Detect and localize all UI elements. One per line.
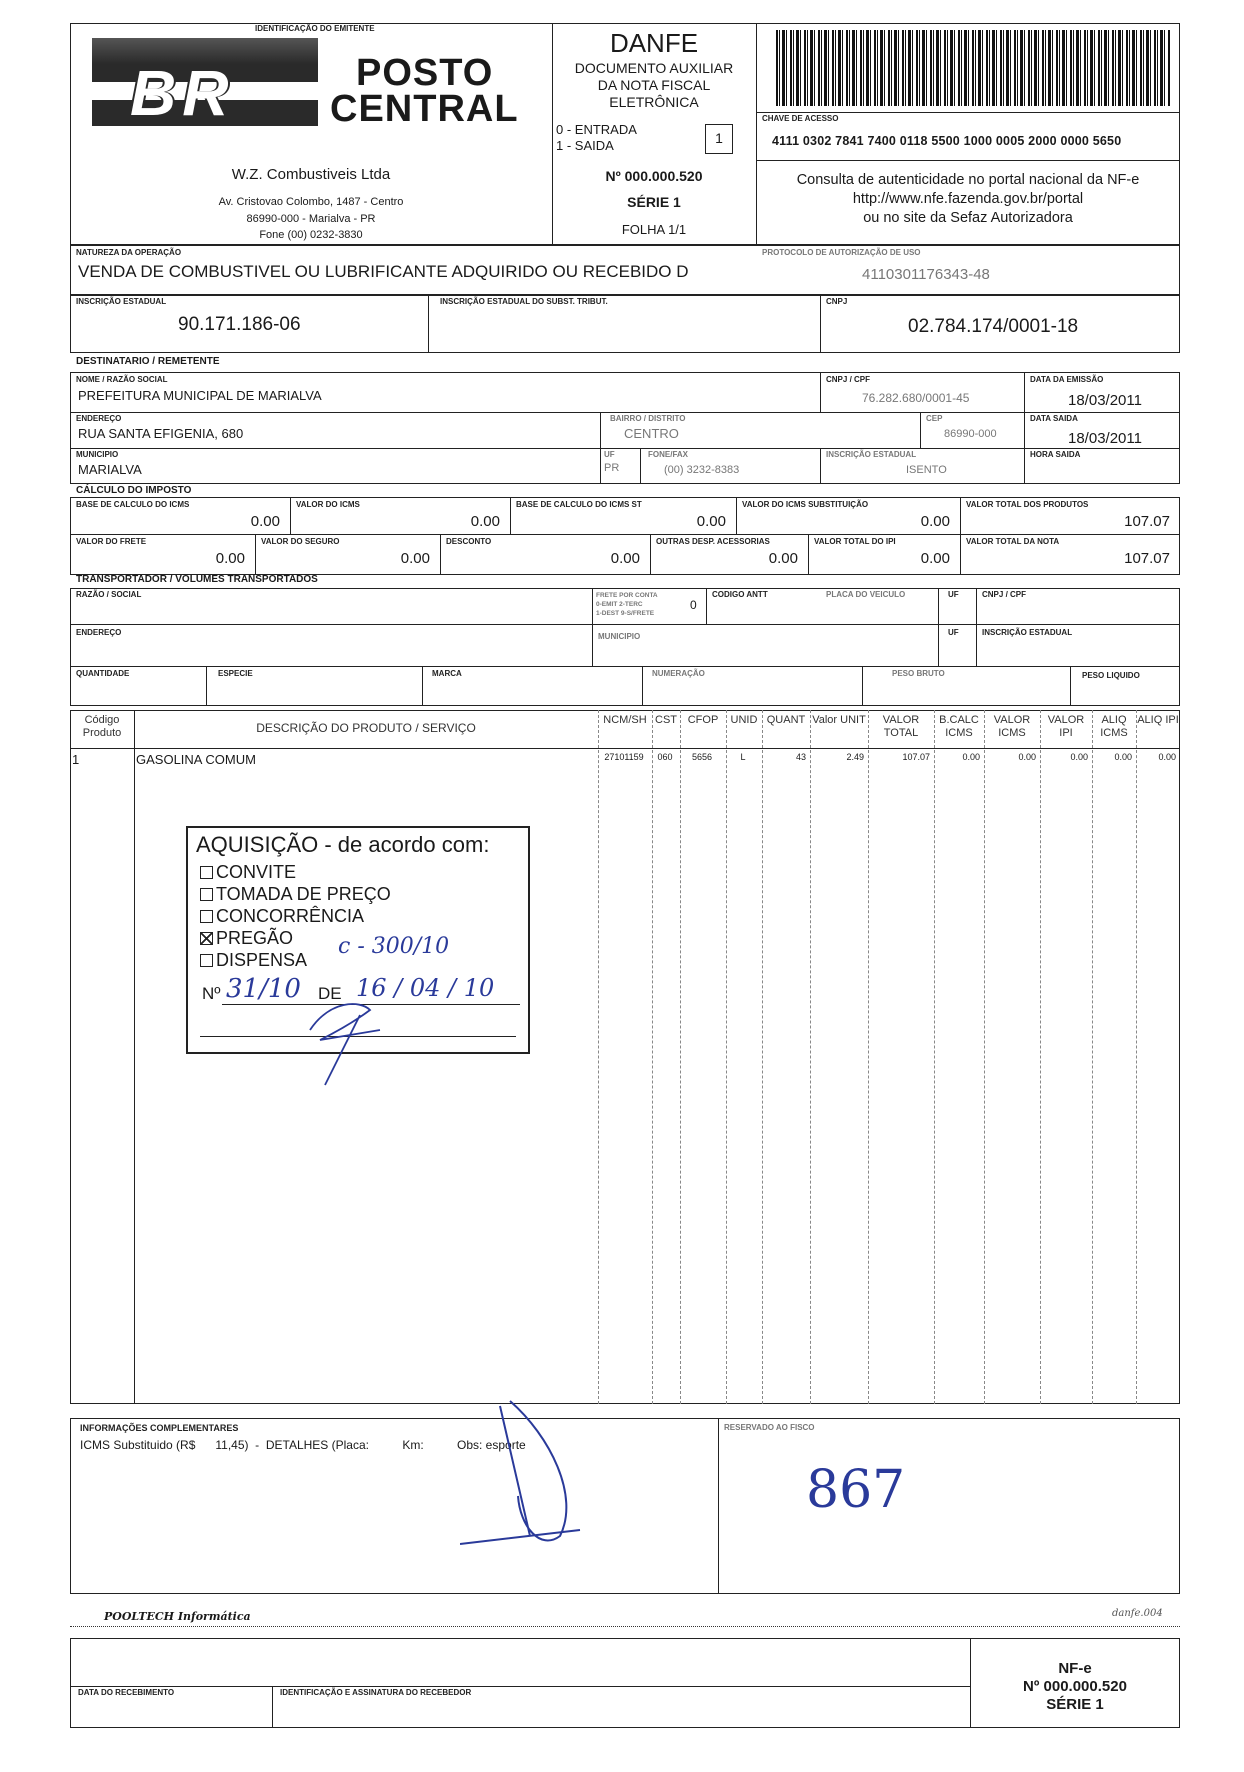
danfe-tipo: 1	[715, 130, 723, 146]
divider	[820, 448, 821, 484]
dest-uf-label: UF	[604, 450, 615, 459]
reservado-handwritten-number: 867	[806, 1460, 906, 1520]
imposto-r1-label: VALOR DO ICMS	[296, 500, 360, 509]
br-logo-text: BR	[130, 57, 235, 126]
column-header: DESCRIÇÃO DO PRODUTO / SERVIÇO	[256, 721, 476, 735]
column-divider	[652, 710, 653, 1404]
cut-line	[70, 1626, 1180, 1627]
dest-bairro-value: CENTRO	[624, 426, 679, 441]
imposto-section-label: CÁLCULO DO IMPOSTO	[76, 485, 192, 496]
destinatario-section-label: DESTINATARIO / REMETENTE	[76, 356, 220, 367]
imposto-r2-value: 0.00	[215, 550, 245, 567]
stamp-title: AQUISIÇÃO - de acordo com:	[196, 832, 490, 857]
divider	[756, 112, 1180, 113]
transp-endereco-label: ENDEREÇO	[76, 628, 122, 637]
danfe-entrada: 0 - ENTRADA	[556, 122, 637, 137]
divider	[428, 295, 429, 353]
emitente-company: W.Z. Combustiveis Ltda	[231, 166, 391, 183]
divider	[706, 588, 707, 624]
imposto-r1-value: 0.00	[696, 513, 726, 530]
divider	[70, 412, 1180, 413]
consulta-line3: ou no site da Sefaz Autorizadora	[863, 210, 1073, 226]
transp-antt-label: CODIGO ANTT	[712, 590, 768, 599]
column-header: UNID	[730, 714, 758, 726]
dest-cnpj-value: 76.282.680/0001-45	[862, 391, 970, 405]
stamp-data-handwriting: 16 / 04 / 10	[356, 974, 495, 1002]
table-cell: 27101159	[604, 752, 644, 762]
imposto-r2-label: DESCONTO	[446, 537, 492, 546]
divider	[1070, 666, 1071, 706]
produtos-frame	[70, 710, 1180, 1404]
column-header: ALIQ IPI	[1137, 714, 1179, 726]
stamp-option-label: CONCORRÊNCIA	[216, 906, 365, 926]
brand-line2: CENTRAL	[330, 88, 519, 130]
divider	[718, 1418, 719, 1594]
danfe-folha: FOLHA 1/1	[621, 222, 687, 237]
column-divider	[680, 710, 681, 1404]
table-cell: 1	[72, 752, 80, 767]
chave-value: 4111 0302 7841 7400 0118 5500 1000 0005 2000 0000 5650	[772, 134, 1122, 148]
divider	[756, 160, 1180, 161]
divider	[976, 588, 977, 666]
divider	[820, 295, 821, 353]
stamp-pregao-handwriting: c - 300/10	[338, 934, 450, 959]
stamp-option-dispensa	[200, 950, 307, 971]
divider	[640, 448, 641, 484]
table-cell: 107.07	[902, 752, 930, 762]
divider	[592, 588, 593, 666]
stamp-option-label: DISPENSA	[216, 950, 308, 970]
transp-placa-label: PLACA DO VEICULO	[826, 590, 906, 599]
column-header: QUANT	[766, 714, 806, 726]
table-cell: 2.49	[846, 752, 864, 762]
dest-bairro-label: BAIRRO / DISTRITO	[610, 414, 686, 423]
barcode	[776, 30, 1170, 106]
column-header: B.CALC ICMS	[939, 714, 979, 739]
column-divider	[726, 710, 727, 1404]
transp-municipio-label: MUNICIPIO	[598, 632, 641, 641]
divider	[70, 448, 1180, 449]
stamp-option-concorrencia	[200, 906, 364, 927]
column-header: VALOR ICMS	[993, 714, 1031, 739]
table-cell: 060	[657, 752, 673, 762]
canhoto-nfe-numero: Nº 000.000.520	[1023, 1678, 1127, 1695]
table-cell: 0.00	[1114, 752, 1132, 762]
imposto-r2-label: OUTRAS DESP. ACESSORIAS	[656, 537, 770, 546]
protocolo-label: PROTOCOLO DE AUTORIZAÇÃO DE USO	[762, 248, 921, 257]
dest-saida-label: DATA SAIDA	[1030, 414, 1078, 423]
column-header: NCM/SH	[603, 714, 647, 726]
stamp-option-tomada	[200, 884, 391, 905]
divider	[70, 624, 1180, 625]
stamp-option-convite	[200, 862, 296, 883]
imposto-r1-label: BASE DE CALCULO DO ICMS ST	[516, 500, 642, 509]
table-cell: GASOLINA COMUM	[136, 752, 256, 767]
signature-scribble	[300, 990, 400, 1090]
dest-cep-label: CEP	[926, 414, 943, 423]
imposto-r2-value: 107.07	[1124, 550, 1170, 567]
emitente-section-label: IDENTIFICAÇÃO DO EMITENTE	[255, 24, 375, 33]
checkbox[interactable]	[200, 866, 213, 879]
danfe-subtitle2: DA NOTA FISCAL	[597, 77, 711, 93]
transp-especie-label: ESPECIE	[218, 669, 253, 678]
column-divider	[134, 710, 135, 1404]
imposto-r1-value: 0.00	[250, 513, 280, 530]
checkbox[interactable]	[200, 954, 213, 967]
divider	[70, 666, 1180, 667]
column-divider	[984, 710, 985, 1404]
ie-label: INSCRIÇÃO ESTADUAL	[76, 297, 167, 306]
column-header: VALOR TOTAL	[882, 714, 920, 739]
stamp-option-label: TOMADA DE PREÇO	[216, 884, 391, 904]
divider	[1024, 372, 1025, 484]
dest-endereco-value: RUA SANTA EFIGENIA, 680	[78, 426, 244, 441]
imposto-r1-value: 0.00	[470, 513, 500, 530]
danfe-serie: SÉRIE 1	[627, 194, 681, 210]
column-header: Código Produto	[82, 714, 122, 739]
column-divider	[762, 710, 763, 1404]
recebimento-label: DATA DO RECEBIMENTO	[78, 1688, 175, 1697]
consulta-line2: http://www.nfe.fazenda.gov.br/portal	[852, 191, 1084, 207]
column-divider	[868, 710, 869, 1404]
checkbox[interactable]	[200, 888, 213, 901]
iest-label: INSCRIÇÃO ESTADUAL DO SUBST. TRIBUT.	[440, 297, 608, 306]
transp-frete-label1: FRETE POR CONTA	[596, 592, 658, 599]
dest-municipio-label: MUNICIPIO	[76, 450, 119, 459]
checkbox-checked[interactable]	[200, 932, 213, 945]
divider	[938, 588, 939, 666]
column-divider	[1136, 710, 1137, 1404]
table-cell: 0.00	[1158, 752, 1176, 762]
dest-nome-value: PREFEITURA MUNICIPAL DE MARIALVA	[78, 388, 322, 403]
emitente-phone: Fone (00) 0232-3830	[259, 229, 363, 241]
divider	[600, 412, 601, 484]
danfe-code: danfe.004	[1112, 1608, 1163, 1619]
column-divider	[1040, 710, 1041, 1404]
divider	[422, 666, 423, 706]
transp-frete-label3: 1-DEST 9-S/FRETE	[596, 610, 655, 617]
reservado-label: RESERVADO AO FISCO	[724, 1423, 815, 1432]
divider	[920, 412, 921, 448]
ie-value: 90.171.186-06	[178, 314, 301, 335]
stamp-option-label: CONVITE	[216, 862, 297, 882]
dest-ie-value: ISENTO	[906, 464, 947, 476]
imposto-r2-value: 0.00	[610, 550, 640, 567]
chave-label: CHAVE DE ACESSO	[762, 114, 839, 123]
transp-numeracao-label: NUMERAÇÃO	[652, 669, 705, 678]
stamp-option-label: PREGÃO	[216, 928, 294, 948]
emitente-address: Av. Cristovao Colombo, 1487 - Centro	[218, 196, 404, 208]
stamp-numero-prefix: Nº	[202, 984, 221, 1003]
danfe-saida: 1 - SAIDA	[556, 138, 614, 153]
dest-cep-value: 86990-000	[944, 428, 997, 440]
brand-line1: POSTO	[356, 52, 494, 94]
transp-peso-liquido-label: PESO LIQUIDO	[1082, 671, 1140, 680]
transp-uf-label-2: UF	[948, 628, 959, 637]
dest-municipio-value: MARIALVA	[78, 462, 142, 477]
table-cell: 5656	[691, 752, 713, 762]
transp-marca-label: MARCA	[432, 669, 462, 678]
divider	[70, 1686, 970, 1687]
transp-frete-label2: 0-EMIT 2-TERC	[596, 601, 643, 608]
imposto-r1-label: VALOR DO ICMS SUBSTITUIÇÃO	[742, 500, 869, 509]
info-text: ICMS Substituido (R$ 11,45) - DETALHES (Placa: Km: Obs: esporte	[80, 1438, 526, 1452]
canhoto-nfe-serie: SÉRIE 1	[1046, 1696, 1104, 1713]
transp-cnpj-label: CNPJ / CPF	[982, 590, 1027, 599]
table-cell: 43	[795, 752, 806, 762]
table-cell: 0.00	[1070, 752, 1088, 762]
natureza-value: VENDA DE COMBUSTIVEL OU LUBRIFICANTE ADQUIRIDO OU RECEBIDO D	[78, 262, 689, 281]
dest-hora-label: HORA SAIDA	[1030, 450, 1081, 459]
assinatura-label: IDENTIFICAÇÃO E ASSINATURA DO RECEBEDOR	[280, 1688, 472, 1697]
transp-frete-value: 0	[690, 598, 697, 612]
dest-cnpj-label: CNPJ / CPF	[826, 375, 871, 384]
imposto-r2-label: VALOR DO SEGURO	[261, 537, 340, 546]
cnpj-emit-label: CNPJ	[826, 297, 848, 306]
divider	[862, 666, 863, 706]
imposto-r1-label: BASE DE CALCULO DO ICMS	[76, 500, 190, 509]
checkbox[interactable]	[200, 910, 213, 923]
dest-endereco-label: ENDEREÇO	[76, 414, 122, 423]
imposto-r2-value: 0.00	[920, 550, 950, 567]
imposto-r2-label: VALOR DO FRETE	[76, 537, 147, 546]
dest-uf-value: PR	[604, 462, 620, 474]
divider	[642, 666, 643, 706]
dest-ie-label: INSCRIÇÃO ESTADUAL	[826, 450, 917, 459]
br-logo	[92, 38, 318, 126]
info-signature-scribble	[460, 1396, 610, 1556]
imposto-r1-label: VALOR TOTAL DOS PRODUTOS	[966, 500, 1089, 509]
imposto-r2-label: VALOR TOTAL DA NOTA	[966, 537, 1060, 546]
column-header: CST	[655, 714, 677, 726]
transp-qtd-label: QUANTIDADE	[76, 669, 130, 678]
stamp-de-label: DE	[318, 984, 342, 1003]
cnpj-emit-value: 02.784.174/0001-18	[908, 316, 1079, 337]
dest-emissao-label: DATA DA EMISSÃO	[1030, 375, 1104, 384]
dest-fone-label: FONE/FAX	[648, 450, 689, 459]
imposto-r2-value: 0.00	[768, 550, 798, 567]
transportador-section-label: TRANSPORTADOR / VOLUMES TRANSPORTADOS	[76, 574, 318, 585]
dest-emissao-value: 18/03/2011	[1068, 392, 1142, 409]
column-header: ALIQ ICMS	[1100, 714, 1128, 739]
dest-nome-label: NOME / RAZÃO SOCIAL	[76, 375, 168, 384]
transp-peso-bruto-label: PESO BRUTO	[892, 669, 945, 678]
imposto-r2-label: VALOR TOTAL DO IPI	[814, 537, 896, 546]
natureza-label: NATUREZA DA OPERAÇÃO	[76, 248, 182, 257]
table-cell: 0.00	[1018, 752, 1036, 762]
column-header: CFOP	[687, 714, 719, 726]
table-cell: 0.00	[962, 752, 980, 762]
dest-fone-value: (00) 3232-8383	[664, 464, 740, 476]
divider	[272, 1686, 273, 1728]
emitente-city: 86990-000 - Marialva - PR	[246, 213, 376, 225]
transp-uf-label: UF	[948, 590, 959, 599]
stamp-option-pregao	[200, 928, 293, 949]
canhoto-nfe-label: NF-e	[1058, 1660, 1092, 1677]
column-divider	[934, 710, 935, 1404]
imposto-r1-value: 0.00	[920, 513, 950, 530]
dest-saida-value: 18/03/2011	[1068, 430, 1142, 447]
column-divider	[598, 710, 599, 1404]
column-divider	[1092, 710, 1093, 1404]
danfe-subtitle3: ELETRÔNICA	[609, 94, 699, 110]
danfe-title: DANFE	[609, 28, 699, 58]
column-divider	[810, 710, 811, 1404]
produtos-header-divider	[70, 748, 1180, 749]
column-header: VALOR IPI	[1047, 714, 1085, 739]
imposto-r1-value: 107.07	[1124, 513, 1170, 530]
divider	[206, 666, 207, 706]
imposto-r2-value: 0.00	[400, 550, 430, 567]
column-header: Valor UNIT	[812, 714, 866, 726]
divider	[70, 534, 1180, 535]
danfe-numero: Nº 000.000.520	[605, 168, 703, 184]
info-label: INFORMAÇÕES COMPLEMENTARES	[80, 1423, 239, 1433]
stamp-numero-handwriting: 31/10	[226, 974, 301, 1004]
transp-razao-label: RAZÃO / SOCIAL	[76, 590, 142, 599]
consulta-line1: Consulta de autenticidade no portal nacional da NF-e	[796, 172, 1140, 188]
divider	[820, 372, 821, 412]
danfe-subtitle1: DOCUMENTO AUXILIAR	[574, 60, 734, 76]
transp-ie-label: INSCRIÇÃO ESTADUAL	[982, 628, 1073, 637]
pooltech-brand: POOLTECH Informática	[104, 1610, 251, 1623]
table-cell: L	[740, 752, 746, 762]
protocolo-value: 4110301176343-48	[862, 266, 990, 283]
